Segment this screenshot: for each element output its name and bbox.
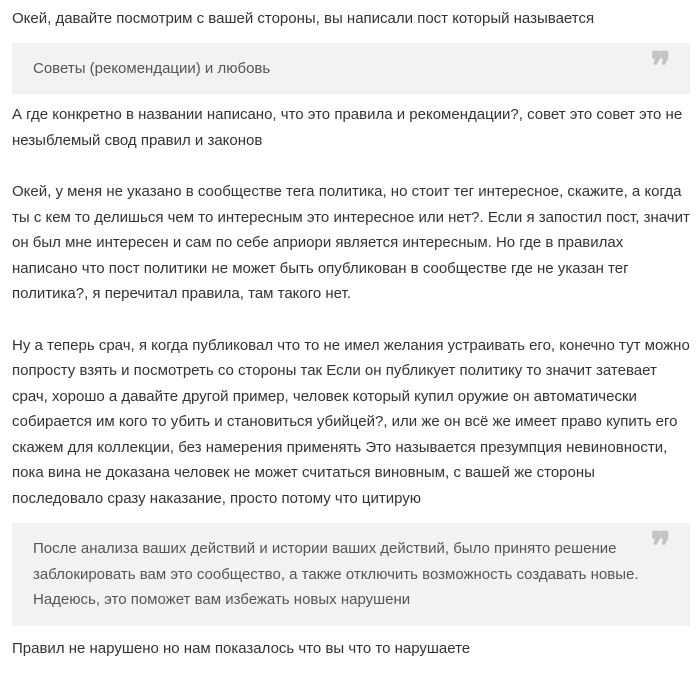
- post-paragraph-3: Ну а теперь срач, я когда публиковал что то не имел желания устраивать его, конечно тут можно попросту взять и посмотреть со стороны так Если он публикует политику то значит затевает срач, хорошо а давайте другой пример, человек который купил оружие он автоматически собирается им кого то убить и становиться убийцей?, или же он всё же имеет право купить его скажем для коллекции, без намерения применять Это называется презумпция невиновности, пока вина не доказана человек не может считаться виновным, с вашей же стороны последовало сразу наказание, просто потому что цитирую: [12, 336, 690, 507]
- blockquote-title: [12, 43, 690, 95]
- post-paragraph-intro: Окей, давайте посмотрим с вашей стороны, вы написали пост который называется: [12, 10, 595, 27]
- quote-mark-icon: ❞: [650, 42, 671, 88]
- blockquote-text: Советы (рекомендации) и любовь: [33, 59, 271, 77]
- blockquote-text: После анализа ваших действий и истории ваших действий, было принято решение заблокировать вам это сообщество, а также отключить возможность создавать новые. Надеюсь, это поможет вам избежать новых нарушени: [33, 540, 639, 608]
- post-paragraph-4: Правил не нарушено но нам показалось что вы что то нарушаете: [12, 639, 471, 657]
- post-paragraph-1: А где конкретно в названии написано, что это правила и рекомендации?, совет это совет это не незыблемый свод правил и законов: [12, 106, 683, 149]
- paragraph-spacer: [12, 307, 690, 333]
- post-paragraph-2: Окей, у меня не указано в сообществе тега политика, но стоит тег интересное, скажите, а когда ты с кем то делишься чем то интересным это интересное или нет?. Если я запостил пост, значит он был мне интересен и сам по себе априори является интересным. Но где в правилах написано что пост политики не может быть опубликован в сообществе где не указан тег политика?, я перечитал правила, там такого нет.: [12, 183, 690, 302]
- quote-mark-icon: ❞: [650, 523, 671, 568]
- paragraph-spacer: [12, 153, 690, 179]
- blockquote-citation: [12, 523, 690, 626]
